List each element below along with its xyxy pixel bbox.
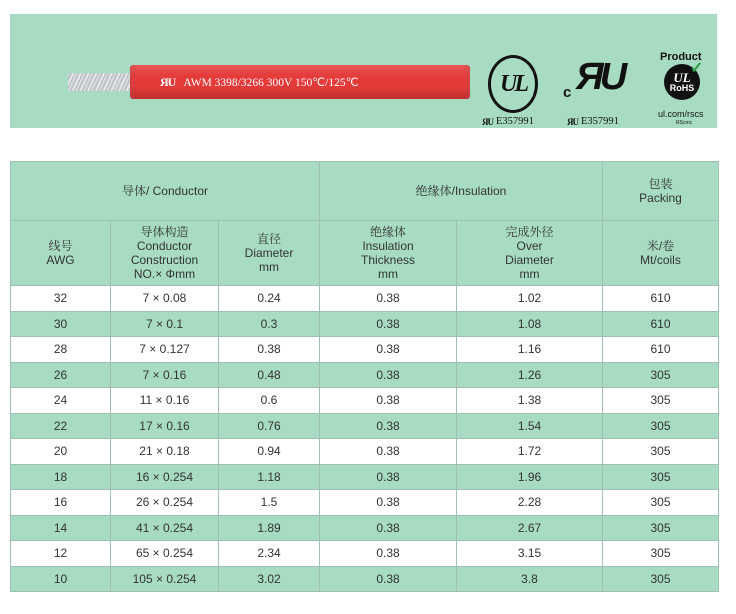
cell-construction: 7 × 0.1 [111, 311, 219, 337]
cell-thickness: 0.38 [320, 464, 457, 490]
table-column-header-row [11, 221, 719, 286]
cell-thickness: 0.38 [320, 311, 457, 337]
cru-cert-number [567, 116, 619, 127]
table-row [11, 464, 719, 490]
cell-construction: 17 × 0.16 [111, 413, 219, 439]
cell-packing: 610 [603, 311, 719, 337]
cell-over: 1.08 [457, 311, 603, 337]
wire-conductor-image [68, 73, 132, 91]
header-line: 直径 [256, 232, 281, 246]
ul-listing-logo [488, 55, 538, 113]
cell-over: 1.96 [457, 464, 603, 490]
table-row [11, 413, 719, 439]
table-row [11, 541, 719, 567]
rohs-product-label: Product [660, 51, 702, 63]
cell-over: 1.38 [457, 388, 603, 414]
cell-thickness: 0.38 [320, 439, 457, 465]
cell-over: 1.54 [457, 413, 603, 439]
cell-awg: 26 [11, 362, 111, 388]
header-line: Over [516, 239, 543, 253]
table-row [11, 439, 719, 465]
cell-awg: 18 [11, 464, 111, 490]
cell-packing: 305 [603, 490, 719, 516]
cell-construction: 16 × 0.254 [111, 464, 219, 490]
cell-over: 2.67 [457, 515, 603, 541]
header-line: mm [259, 260, 279, 274]
cell-packing: 305 [603, 439, 719, 465]
header-line: Conductor [136, 239, 193, 253]
header-line: 线号 [48, 239, 73, 253]
header-line: Construction [130, 253, 199, 267]
header-line: Thickness [360, 253, 416, 267]
table-row [11, 515, 719, 541]
rohs-sub-label: RScmc [676, 120, 693, 126]
cell-awg: 32 [11, 286, 111, 312]
cell-awg: 22 [11, 413, 111, 439]
group-header-conductor: 导体/ Conductor [11, 162, 320, 221]
cell-over: 1.16 [457, 337, 603, 363]
cell-packing: 610 [603, 286, 719, 312]
cell-packing: 305 [603, 566, 719, 592]
cell-awg: 20 [11, 439, 111, 465]
cell-diameter: 3.02 [219, 566, 320, 592]
checkmark-icon: ✓ [690, 60, 704, 77]
header-line: 米/卷 [646, 239, 675, 253]
cell-construction: 7 × 0.08 [111, 286, 219, 312]
group-header-packing [603, 162, 719, 221]
cell-thickness: 0.38 [320, 286, 457, 312]
cell-diameter: 1.18 [219, 464, 320, 490]
col-header-thickness [320, 221, 457, 286]
cell-packing: 305 [603, 362, 719, 388]
cell-construction: 7 × 0.127 [111, 337, 219, 363]
rohs-url: ul.com/rscs [658, 109, 704, 119]
cell-diameter: 2.34 [219, 541, 320, 567]
cell-packing: 610 [603, 337, 719, 363]
cell-thickness: 0.38 [320, 413, 457, 439]
cell-diameter: 1.5 [219, 490, 320, 516]
cell-packing: 305 [603, 388, 719, 414]
cell-over: 3.15 [457, 541, 603, 567]
header-line: Mt/coils [640, 253, 681, 267]
cell-packing: 305 [603, 413, 719, 439]
cell-over: 1.02 [457, 286, 603, 312]
col-header-awg [11, 221, 111, 286]
ul-logo-letters: UL [500, 70, 526, 97]
cell-over: 1.26 [457, 362, 603, 388]
spec-table [10, 161, 719, 592]
header-line: Diameter [505, 253, 554, 267]
table-row [11, 362, 719, 388]
cell-diameter: 0.3 [219, 311, 320, 337]
wire-print-text [160, 73, 359, 91]
header-line: mm [519, 267, 540, 281]
cell-awg: 16 [11, 490, 111, 516]
cert-number-text: E357991 [581, 116, 619, 127]
cell-awg: 30 [11, 311, 111, 337]
ul-cert-number [482, 116, 534, 127]
rohs-ul-letters: UL [673, 70, 691, 85]
header-line: 包装 [648, 177, 673, 191]
cell-over: 3.8 [457, 566, 603, 592]
header-line: mm [378, 267, 398, 281]
cell-diameter: 0.38 [219, 337, 320, 363]
table-row [11, 566, 719, 592]
cell-packing: 305 [603, 541, 719, 567]
ur-mark-small-icon: ЯU [482, 116, 493, 127]
cell-diameter: 0.76 [219, 413, 320, 439]
table-row [11, 490, 719, 516]
header-line: 完成外径 [505, 225, 554, 239]
cell-thickness: 0.38 [320, 490, 457, 516]
cru-recognition-logo: ЯU [576, 56, 624, 98]
header-line: Diameter [244, 246, 294, 260]
wire-rating-text: AWM 3398/3266 300V 150℃/125℃ [183, 77, 359, 89]
cell-thickness: 0.38 [320, 337, 457, 363]
cell-construction: 41 × 0.254 [111, 515, 219, 541]
cell-packing: 305 [603, 464, 719, 490]
col-header-packing [603, 221, 719, 286]
cell-diameter: 0.24 [219, 286, 320, 312]
cell-construction: 21 × 0.18 [111, 439, 219, 465]
col-header-construction [111, 221, 219, 286]
cell-diameter: 0.94 [219, 439, 320, 465]
cell-awg: 28 [11, 337, 111, 363]
ur-mark-small-icon: ЯU [567, 116, 578, 127]
table-group-header-row [11, 162, 719, 221]
cell-construction: 7 × 0.16 [111, 362, 219, 388]
cell-thickness: 0.38 [320, 362, 457, 388]
cell-thickness: 0.38 [320, 566, 457, 592]
cell-awg: 14 [11, 515, 111, 541]
spec-table-body [11, 286, 719, 592]
header-line: 导体构造 [140, 225, 189, 239]
cell-construction: 65 × 0.254 [111, 541, 219, 567]
col-header-over-diameter [457, 221, 603, 286]
cell-awg: 10 [11, 566, 111, 592]
header-line: AWG [46, 253, 75, 267]
cell-construction: 11 × 0.16 [111, 388, 219, 414]
cell-thickness: 0.38 [320, 541, 457, 567]
header-line: Packing [639, 191, 682, 205]
cell-diameter: 1.89 [219, 515, 320, 541]
cell-construction: 26 × 0.254 [111, 490, 219, 516]
product-banner [10, 14, 717, 128]
ur-mark-icon: ЯU [160, 74, 176, 89]
cell-awg: 12 [11, 541, 111, 567]
cell-thickness: 0.38 [320, 515, 457, 541]
header-line: NO.× Φmm [133, 267, 196, 281]
cell-diameter: 0.48 [219, 362, 320, 388]
cert-number-text: E357991 [496, 116, 534, 127]
cru-c-letter: c [563, 84, 572, 101]
group-header-insulation: 绝缘体/Insulation [320, 162, 603, 221]
cell-thickness: 0.38 [320, 388, 457, 414]
table-row [11, 286, 719, 312]
cell-packing: 305 [603, 515, 719, 541]
cell-awg: 24 [11, 388, 111, 414]
cell-over: 2.28 [457, 490, 603, 516]
table-row [11, 337, 719, 363]
table-row [11, 311, 719, 337]
table-row [11, 388, 719, 414]
col-header-diameter [219, 221, 320, 286]
cell-diameter: 0.6 [219, 388, 320, 414]
rohs-text: RoHS [669, 83, 695, 93]
header-line: Insulation [362, 239, 414, 253]
header-line: 绝缘体 [369, 225, 406, 239]
cell-construction: 105 × 0.254 [111, 566, 219, 592]
cell-over: 1.72 [457, 439, 603, 465]
